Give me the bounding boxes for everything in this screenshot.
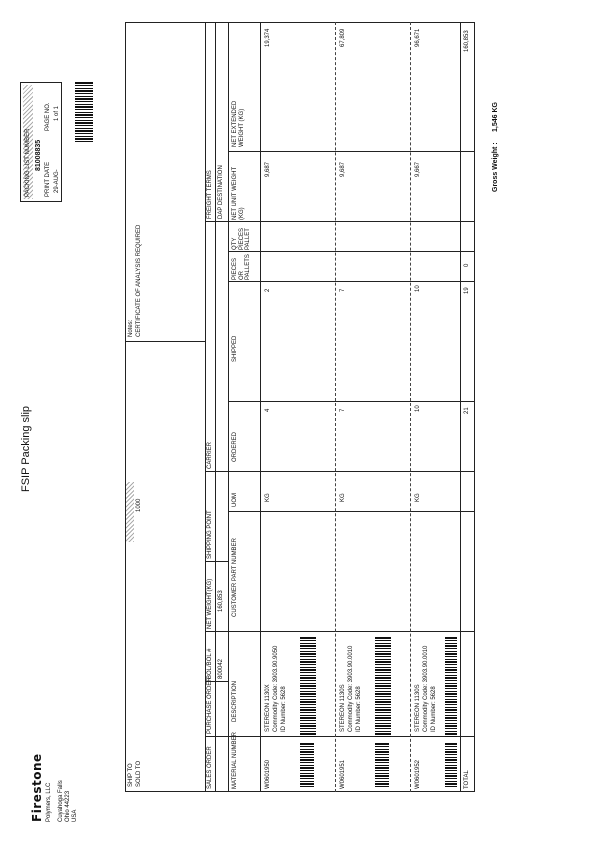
col-customer-part: CUSTOMER PART NUMBER (232, 538, 238, 617)
notes-label: Notes: (128, 319, 134, 337)
row2-ordered: 7 (340, 408, 346, 412)
total-ordered: 21 (464, 407, 470, 414)
row2-net-ext: 67,809 (340, 28, 346, 47)
row2-shipped: 7 (340, 288, 346, 292)
row2-desc-2: Commodity Code: 3903.90.0010 (348, 645, 354, 732)
header-barcode (75, 82, 93, 142)
row1-material: W0601950 (265, 759, 271, 789)
col-qty-pieces-pallet: QTY PIECES PALLET (232, 227, 252, 250)
row1-barcode (300, 637, 316, 737)
col-uom: UOM (232, 493, 238, 507)
material-barcode-2 (375, 742, 389, 787)
company-logo: Firestone (30, 753, 44, 822)
row1-desc-3: ID Number: 5628 (281, 686, 287, 732)
gross-weight-value: 1,546 KG (492, 102, 499, 132)
bol-label: BOL/BOL # (207, 648, 213, 679)
company-address-1: Cuyahoga Falls (58, 780, 64, 822)
col-material-number: MATERIAL NUMBER (232, 731, 238, 789)
company-address-3: USA (72, 809, 78, 822)
row3-material: W0601952 (415, 759, 421, 789)
row1-ordered: 4 (265, 408, 271, 412)
print-date-label: PRINT DATE (45, 161, 51, 197)
net-weight-value: 160,853 (218, 590, 224, 612)
row3-shipped: 10 (415, 285, 421, 292)
bol-value: 800042 (218, 658, 224, 679)
page-label: PAGE NO. (45, 102, 51, 131)
freight-terms-value: DAP DESTINATION (218, 165, 224, 219)
packing-list-number: 81008835 (35, 139, 42, 171)
carrier-label: CARRIER (207, 441, 213, 469)
row3-desc-3: ID Number: 5628 (431, 686, 437, 732)
packing-list-header-box (20, 82, 62, 202)
material-barcode-3 (445, 742, 457, 787)
row1-shipped: 2 (265, 288, 271, 292)
row2-material: W0601951 (340, 759, 346, 789)
material-barcode-1 (300, 742, 314, 787)
col-ordered: ORDERED (232, 431, 238, 462)
row2-uom: KG (340, 493, 346, 502)
row3-desc-2: Commodity Code: 3903.90.0010 (423, 645, 429, 732)
row1-desc-2: Commodity Code: 3903.90.9050 (273, 645, 279, 732)
ship-to-label: SHIP TO (128, 763, 134, 787)
row2-net-unit: 9,687 (340, 161, 346, 177)
row2-desc-3: ID Number: 5628 (356, 686, 362, 732)
total-shipped: 19 (464, 287, 470, 294)
col-shipped: SHIPPED (232, 335, 238, 362)
col-net-unit-weight: NET UNIT WEIGHT (KG) (232, 166, 245, 220)
col-pieces-pallets: PIECES OR PALLETS (232, 254, 252, 280)
packing-list-label: PACKING LIST NUMBER (25, 128, 31, 197)
sold-to-label: SOLD TO (136, 760, 142, 787)
sold-to-value: 1000 (136, 498, 142, 512)
row1-desc-1: STEREON 1130X (265, 684, 271, 732)
row2-barcode (375, 637, 391, 737)
sales-order-label: SALES ORDER (207, 746, 213, 789)
row3-ordered: 10 (415, 405, 421, 412)
purchase-order-label: PURCHASE ORDER (207, 677, 213, 734)
col-description: DESCRIPTION (232, 680, 238, 722)
freight-terms-label: FREIGHT TERMS (207, 170, 213, 219)
row3-net-unit: 9,667 (415, 161, 421, 177)
print-date-value: 29-AUG- (54, 169, 60, 193)
gross-weight-label: Gross Weight : (492, 142, 499, 192)
row3-uom: KG (415, 493, 421, 502)
row3-barcode (445, 637, 457, 737)
page-value: 1 of 1 (54, 105, 60, 121)
company-tagline: Polymers, LLC (46, 782, 52, 822)
row1-uom: KG (265, 493, 271, 502)
total-weight: 160,853 (464, 30, 470, 52)
total-pieces: 0 (464, 263, 470, 267)
col-net-extended-weight: NET EXTENDED WEIGHT (KG) (232, 100, 245, 147)
shipping-point-label: SHIPPING POINT (207, 510, 213, 559)
row1-net-ext: 19,374 (265, 28, 271, 47)
row2-desc-1: STEREON 1130S (340, 684, 346, 732)
total-label: TOTAL (464, 770, 470, 789)
row3-net-ext: 96,671 (415, 28, 421, 47)
scan-noise (126, 482, 134, 542)
net-weight-label: NET WEIGHT(KG) (207, 578, 213, 629)
document-title: FSIP Packing slip (20, 405, 32, 492)
company-address-2: Ohio 44223 (65, 790, 71, 822)
row1-net-unit: 9,687 (265, 161, 271, 177)
notes-value: CERTIFICATE OF ANALYSIS REQUIRED (136, 224, 142, 337)
row3-desc-1: STEREON 1130S (415, 684, 421, 732)
